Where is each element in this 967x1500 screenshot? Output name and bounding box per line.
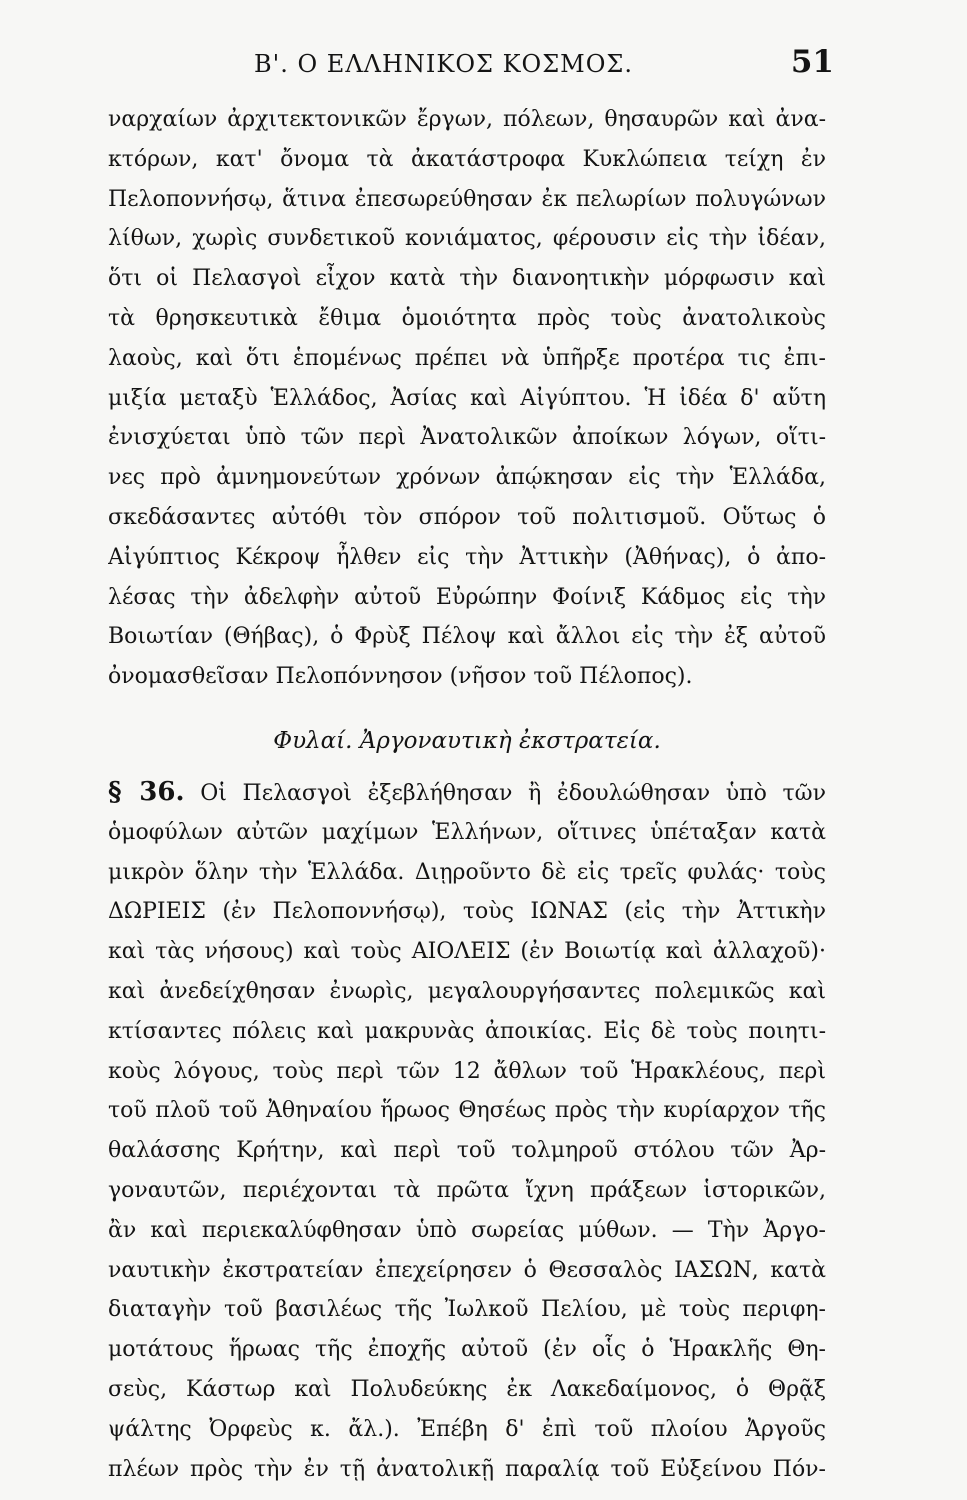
text-line: ναυτικὴν ἐκστρατείαν ἐπεχείρησεν ὁ Θεσσαλὸς ΙΑΣΩΝ, κατὰ — [108, 1257, 826, 1283]
paragraph-pelasgians-monuments — [108, 100, 826, 697]
text-line: τοῦ πλοῦ τοῦ Ἀθηναίου ἥρωος Θησέως πρὸς τὴν κυρίαρχον τῆς — [108, 1098, 826, 1124]
text-line: πλέων πρὸς τὴν ἐν τῇ ἀνατολικῇ παραλίᾳ τοῦ Εὐξείνου Πόν- — [108, 1456, 826, 1482]
text-line: ἂν καὶ περιεκαλύφθησαν ὑπὸ σωρείας μύθων. — Τὴν Ἀργο- — [108, 1217, 826, 1243]
running-title: Β'. Ο ΕΛΛΗΝΙΚΟΣ ΚΟΣΜΟΣ. — [254, 50, 634, 78]
text-line: γοναυτῶν, περιέχονται τὰ πρῶτα ἴχνη πράξεων ἱστορικῶν, — [108, 1177, 826, 1203]
text-line: διαταγὴν τοῦ βασιλέως τῆς Ἰωλκοῦ Πελίου, μὲ τοὺς περιφη- — [108, 1297, 826, 1323]
running-head — [112, 44, 834, 96]
page-number: 51 — [790, 44, 834, 80]
text-line: μικρὸν ὅλην τὴν Ἑλλάδα. Διῃροῦντο δὲ εἰς τρεῖς φυλάς· τοὺς — [108, 859, 826, 885]
text-line: ἐνισχύεται ὑπὸ τῶν περὶ Ἀνατολικῶν ἀποίκων λόγων, οἵτι- — [108, 425, 826, 451]
text-line: Αἰγύπτιος Κέκροψ ἦλθεν εἰς τὴν Ἀττικὴν (Ἀθήνας), ὁ ἀπο- — [108, 544, 826, 570]
text-line: ΔΩΡΙΕΙΣ (ἐν Πελοποννήσῳ), τοὺς ΙΩΝΑΣ (εἰς τὴν Ἀττικὴν — [108, 899, 826, 925]
text-line: μοτάτους ἥρωας τῆς ἐποχῆς αὐτοῦ (ἐν οἷς ὁ Ἡρακλῆς Θη- — [108, 1337, 826, 1363]
text-line: Πελοποννήσῳ, ἅτινα ἐπεσωρεύθησαν ἐκ πελωρίων πολυγώνων — [108, 186, 826, 212]
text-line: καὶ τὰς νήσους) καὶ τοὺς ΑΙΟΛΕΙΣ (ἐν Βοιωτίᾳ καὶ ἀλλαχοῦ)· — [108, 939, 826, 965]
paragraph-gap — [108, 697, 826, 715]
text-line: σκεδάσαντες αὐτόθι τὸν σπόρον τοῦ πολιτισμοῦ. Οὕτως ὁ — [108, 504, 826, 530]
section-heading: Φυλαί. Ἀργοναυτικὴ ἐκστρατεία. — [273, 727, 661, 754]
paragraph-tribes-argonauts — [108, 773, 826, 1489]
text-span: Οἱ Πελασγοὶ ἐξεβλήθησαν ἢ ἐδουλώθησαν ὑπὸ τῶν — [200, 780, 826, 806]
text-line: κτόρων, κατ' ὄνομα τὰ ἀκατάστροφα Κυκλώπεια τείχη ἐν — [108, 146, 826, 172]
text-line: Βοιωτίαν (Θήβας), ὁ Φρὺξ Πέλοψ καὶ ἄλλοι εἰς τὴν ἐξ αὐτοῦ — [108, 624, 826, 650]
text-line: καὶ ἀνεδείχθησαν ἐνωρὶς, μεγαλουργήσαντες πολεμικῶς καὶ — [108, 978, 826, 1004]
text-line: λίθων, χωρὶς συνδετικοῦ κονιάματος, φέρουσιν εἰς τὴν ἰδέαν, — [108, 226, 826, 252]
text-line: σεὺς, Κάστωρ καὶ Πολυδεύκης ἐκ Λακεδαίμονος, ὁ Θρᾷξ — [108, 1376, 826, 1402]
text-line: κτίσαντες πόλεις καὶ μακρυνὰς ἀποικίας. Εἰς δὲ τοὺς ποιητι- — [108, 1018, 826, 1044]
text-line: ὅτι οἱ Πελασγοὶ εἶχον κατὰ τὴν διανοητικὴν μόρφωσιν καὶ — [108, 266, 826, 292]
text-line: θαλάσσης Κρήτην, καὶ περὶ τοῦ τολμηροῦ στόλου τῶν Ἀρ- — [108, 1138, 826, 1164]
text-line: λέσας τὴν ἀδελφὴν αὐτοῦ Εὐρώπην Φοίνιξ Κάδμος εἰς τὴν — [108, 584, 826, 610]
text-line: νες πρὸ ἀμνημονεύτων χρόνων ἀπῴκησαν εἰς τὴν Ἑλλάδα, — [108, 465, 826, 491]
text-line: ψάλτης Ὀρφεὺς κ. ἄλ.). Ἐπέβη δ' ἐπὶ τοῦ πλοίου Ἀργοῦς — [108, 1416, 826, 1442]
text-line: ὁμοφύλων αὐτῶν μαχίμων Ἑλλήνων, οἵτινες ὑπέταξαν κατὰ — [108, 819, 826, 845]
text-line: τὰ θρησκευτικὰ ἔθιμα ὁμοιότητα πρὸς τοὺς ἀνατολικοὺς — [108, 305, 826, 331]
text-line: λαοὺς, καὶ ὅτι ἑπομένως πρέπει νὰ ὑπῆρξε προτέρα τις ἐπι- — [108, 345, 826, 371]
body-text — [108, 100, 826, 1489]
text-line: ὀνομασθεῖσαν Πελοπόννησον (νῆσον τοῦ Πέλοπος). — [108, 664, 693, 690]
text-line: κοὺς λόγους, τοὺς περὶ τῶν 12 ἄθλων τοῦ Ἡρακλέους, περὶ — [108, 1058, 826, 1084]
text-line: ναρχαίων ἀρχιτεκτονικῶν ἔργων, πόλεων, θησαυρῶν καὶ ἀνα- — [108, 107, 826, 132]
text-line: μιξία μεταξὺ Ἑλλάδος, Ἀσίας καὶ Αἰγύπτου. Ἡ ἰδέα δ' αὕτη — [108, 385, 826, 411]
section-number: § 36. — [108, 776, 185, 807]
text-line-first — [108, 773, 826, 813]
